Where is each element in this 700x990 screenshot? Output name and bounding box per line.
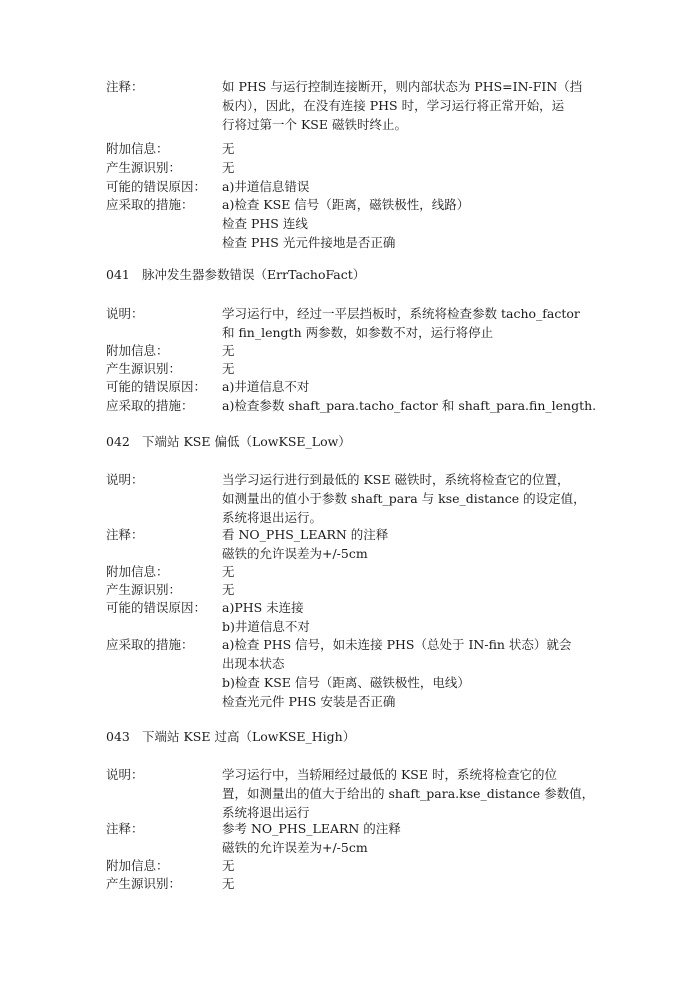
e041-description-row — [106, 305, 606, 343]
e042-note-row — [106, 526, 606, 564]
text-line: 系统将退出运行。 — [222, 509, 323, 525]
text-line: 如测量出的值小于参数 shaft_para 与 kse_distance 的设定值， — [222, 490, 586, 506]
text-line: b)井道信息不对 — [222, 618, 310, 634]
text-line: 如 PHS 与运行控制连接断开，则内部状态为 PHS=IN-FIN（挡 — [222, 79, 583, 94]
text-line: 参考 NO_PHS_LEARN 的注释 — [222, 821, 401, 836]
field-label: 附加信息： — [106, 564, 169, 579]
text-line: 和 fin_length 两参数，如参数不对，运行将停止 — [222, 324, 494, 340]
field-value: 无 — [222, 343, 235, 358]
e042-source-id-row — [106, 581, 606, 600]
text-line: 检查 PHS 光元件接地是否正确 — [222, 234, 396, 250]
e043-note-row — [106, 820, 606, 858]
section-heading-042 — [106, 433, 351, 452]
field-value — [222, 397, 598, 416]
field-value: 无 — [222, 361, 235, 376]
field-label: 产生源识别： — [106, 361, 182, 376]
text-line: 置，如测量出的值大于给出的 shaft_para.kse_distance 参数值， — [222, 785, 595, 801]
text-line: 检查 PHS 连线 — [222, 215, 308, 231]
text-line: a)井道信息不对 — [222, 379, 310, 394]
text-line: 看 NO_PHS_LEARN 的注释 — [222, 527, 389, 542]
field-label: 注释： — [106, 821, 144, 836]
field-value — [222, 305, 598, 343]
text-line: a)检查 KSE 信号（距离，磁铁极性，线路） — [222, 197, 470, 212]
text-line: b)检查 KSE 信号（距离、磁铁极性，电线） — [222, 674, 470, 690]
field-label: 附加信息： — [106, 858, 169, 873]
e042-extra-info-row — [106, 563, 606, 582]
section-heading-041 — [106, 266, 365, 285]
intro-source-id-row — [106, 159, 606, 178]
e043-source-id-row — [106, 875, 606, 894]
text-line: a)井道信息错误 — [222, 179, 310, 194]
e042-description-row — [106, 471, 606, 528]
field-value: 无 — [222, 582, 235, 597]
field-label: 附加信息： — [106, 343, 169, 358]
field-label: 应采取的措施： — [106, 637, 194, 652]
field-label: 说明： — [106, 767, 144, 782]
field-label: 可能的错误原因： — [106, 379, 207, 394]
field-value — [222, 636, 598, 712]
field-value — [222, 178, 598, 197]
intro-note-row — [106, 78, 606, 135]
section-heading-043 — [106, 728, 355, 747]
field-value — [222, 766, 598, 823]
text-line: a)检查 PHS 信号，如未连接 PHS（总处于 IN-fin 状态）就会 — [222, 637, 572, 652]
error-code: 041 — [106, 267, 130, 282]
e041-source-id-row — [106, 360, 606, 379]
text-line: 学习运行中，当轿厢经过最低的 KSE 时，系统将检查它的位 — [222, 767, 557, 782]
text-line: 板内），因此，在没有连接 PHS 时，学习运行将正常开始，运 — [222, 97, 565, 113]
field-label: 可能的错误原因： — [106, 600, 207, 615]
text-line: a)检查参数 shaft_para.tacho_factor 和 shaft_para.fin_length. — [222, 398, 597, 413]
field-value: 无 — [222, 160, 235, 175]
intro-possible-causes-row — [106, 178, 606, 197]
text-line: 学习运行中，经过一平层挡板时，系统将检查参数 tacho_factor — [222, 306, 580, 321]
text-line: 行将过第一个 KSE 磁铁时终止。 — [222, 116, 407, 132]
field-label: 附加信息： — [106, 141, 169, 156]
field-value — [222, 526, 598, 564]
e041-measures-row — [106, 397, 606, 416]
field-label: 说明： — [106, 472, 144, 487]
field-label: 注释： — [106, 527, 144, 542]
error-title: 下端站 KSE 偏低（LowKSE_Low） — [142, 434, 351, 449]
text-line: a)PHS 未连接 — [222, 600, 304, 615]
field-label: 应采取的措施： — [106, 197, 194, 212]
field-value: 无 — [222, 564, 235, 579]
text-line: 磁铁的允许误差为+/-5cm — [222, 545, 368, 561]
field-value — [222, 599, 598, 637]
field-value — [222, 196, 598, 253]
text-line: 系统将退出运行 — [222, 804, 310, 820]
field-value: 无 — [222, 858, 235, 873]
intro-extra-info-row — [106, 140, 606, 159]
field-value: 无 — [222, 141, 235, 156]
field-value — [222, 378, 598, 397]
e041-extra-info-row — [106, 342, 606, 361]
field-value — [222, 820, 598, 858]
error-code: 043 — [106, 729, 130, 744]
e042-possible-causes-row — [106, 599, 606, 637]
field-label: 注释： — [106, 79, 144, 94]
field-label: 产生源识别： — [106, 582, 182, 597]
field-label: 说明： — [106, 306, 144, 321]
field-label: 产生源识别： — [106, 160, 182, 175]
field-value — [222, 78, 598, 135]
text-line: 当学习运行进行到最低的 KSE 磁铁时，系统将检查它的位置， — [222, 472, 570, 487]
error-title: 脉冲发生器参数错误（ErrTachoFact） — [142, 267, 366, 282]
e041-possible-causes-row — [106, 378, 606, 397]
field-label: 产生源识别： — [106, 876, 182, 891]
error-code: 042 — [106, 434, 130, 449]
e043-description-row — [106, 766, 606, 823]
field-value: 无 — [222, 876, 235, 891]
error-title: 下端站 KSE 过高（LowKSE_High） — [142, 729, 356, 744]
field-label: 应采取的措施： — [106, 398, 194, 413]
text-line: 出现本状态 — [222, 655, 285, 671]
text-line: 磁铁的允许误差为+/-5cm — [222, 839, 368, 855]
e042-measures-row — [106, 636, 606, 712]
intro-measures-row — [106, 196, 606, 253]
field-value — [222, 471, 598, 528]
text-line: 检查光元件 PHS 安装是否正确 — [222, 693, 396, 709]
field-label: 可能的错误原因： — [106, 179, 207, 194]
e043-extra-info-row — [106, 857, 606, 876]
